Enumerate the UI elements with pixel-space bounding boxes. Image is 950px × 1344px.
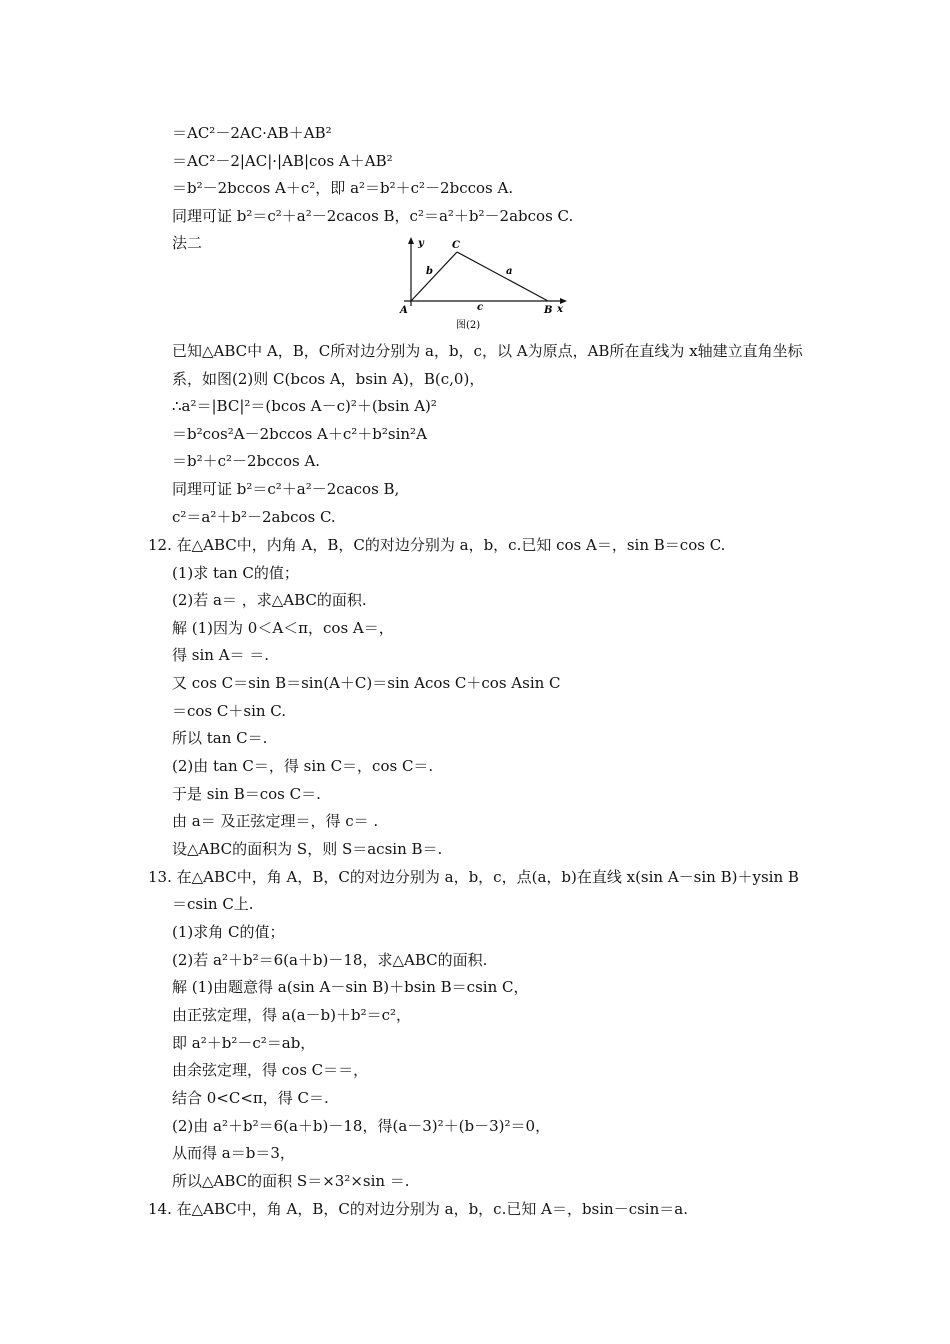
side-c-label: c [477,302,484,313]
text-line: 由 a＝ 及正弦定理＝，得 c＝ . [172,812,379,830]
axis-x-label: x [557,304,563,315]
text-line: (2)由 tan C＝，得 sin C＝，cos C＝. [172,757,434,775]
text-line: 即 a²＋b²－c²＝ab， [172,1034,316,1052]
text-line: 同理可证 b²＝c²＋a²－2cacos B, [172,480,400,498]
text-line: ＝b²－2bccos A＋c²，即 a²＝b²＋c²－2bccos A. [172,179,514,197]
text-line: ＝AC²－2AC·AB＋AB² [172,124,332,142]
text-line: (1)求角 C的值； [172,923,285,941]
text-line: (2)若 a²＋b²＝6(a＋b)－18，求△ABC的面积. [172,951,488,969]
text-line: 系，如图(2)则 C(bcos A，bsin A)，B(c,0)， [172,370,485,388]
text-line: 于是 sin B＝cos C＝. [172,785,321,803]
text-line: (2)由 a²＋b²＝6(a＋b)－18，得(a－3)²＋(b－3)²＝0， [172,1117,551,1135]
text-line: ＝b²＋c²－2bccos A. [172,452,321,470]
vertex-b-label: B [544,305,553,316]
text-line: 所以△ABC的面积 S＝×3²×sin ＝. [172,1172,410,1190]
text-line: ∴a²＝|BC|²＝(bcos A－c)²＋(bsin A)² [172,397,437,415]
text-line: ＝cos C＋sin C. [172,702,287,720]
vertex-c-label: C [452,240,460,251]
y-axis-arrow [408,237,414,244]
side-a-line [457,252,548,301]
triangle-figure [396,234,571,330]
text-line: 结合 0<C<π，得 C＝. [172,1089,329,1107]
side-b-label: b [426,266,433,277]
question-12: 12. 在△ABC中，内角 A，B，C的对边分别为 a，b，c.已知 cos A＝，sin B＝cos C. [148,536,726,554]
text-line: ＝b²cos²A－2bccos A＋c²＋b²sin²A [172,425,427,443]
text-line: 由正弦定理，得 a(a－b)＋b²＝c²， [172,1006,411,1024]
text-line: 解 (1)因为 0＜A＜π，cos A＝， [172,619,394,637]
text-line: 所以 tan C＝. [172,729,268,747]
vertex-a-label: A [400,305,408,316]
question-13: 13. 在△ABC中，角 A，B，C的对边分别为 a，b，c，点(a，b)在直线 x(sin A－sin B)＋ysin B [148,868,799,886]
text-line: 同理可证 b²＝c²＋a²－2cacos B，c²＝a²＋b²－2abcos C. [172,207,574,225]
side-b-line [411,252,457,301]
text-line: 已知△ABC中 A，B，C所对边分别为 a，b，c，以 A为原点，AB所在直线为 x轴建立直角坐标 [172,342,803,360]
text-line: 设△ABC的面积为 S，则 S＝acsin B＝. [172,840,443,858]
text-line: 由余弦定理，得 cos C＝＝， [172,1061,369,1079]
text-line: ＝csin C上. [172,895,254,913]
text-line: c²＝a²＋b²－2abcos C. [172,508,336,526]
text-line: ＝AC²－2|AC|·|AB|cos A＋AB² [172,152,393,170]
text-line: (2)若 a＝ ，求△ABC的面积. [172,591,367,609]
text-line: 得 sin A＝ ＝. [172,646,270,664]
question-14: 14. 在△ABC中，角 A，B，C的对边分别为 a，b，c.已知 A＝，bsin－csin＝a. [148,1200,688,1218]
text-line: 解 (1)由题意得 a(sin A－sin B)＋bsin B＝csin C， [172,978,529,996]
text-line: (1)求 tan C的值； [172,564,299,582]
text-line: 从而得 a＝b＝3， [172,1144,295,1162]
side-a-label: a [506,266,513,277]
section-label: 法二 [172,234,203,252]
axis-y-label: y [418,238,424,249]
text-line: 又 cos C＝sin B＝sin(A＋C)＝sin Acos C＋cos Asin C [172,674,561,692]
figure-caption: 图(2) [456,320,481,330]
